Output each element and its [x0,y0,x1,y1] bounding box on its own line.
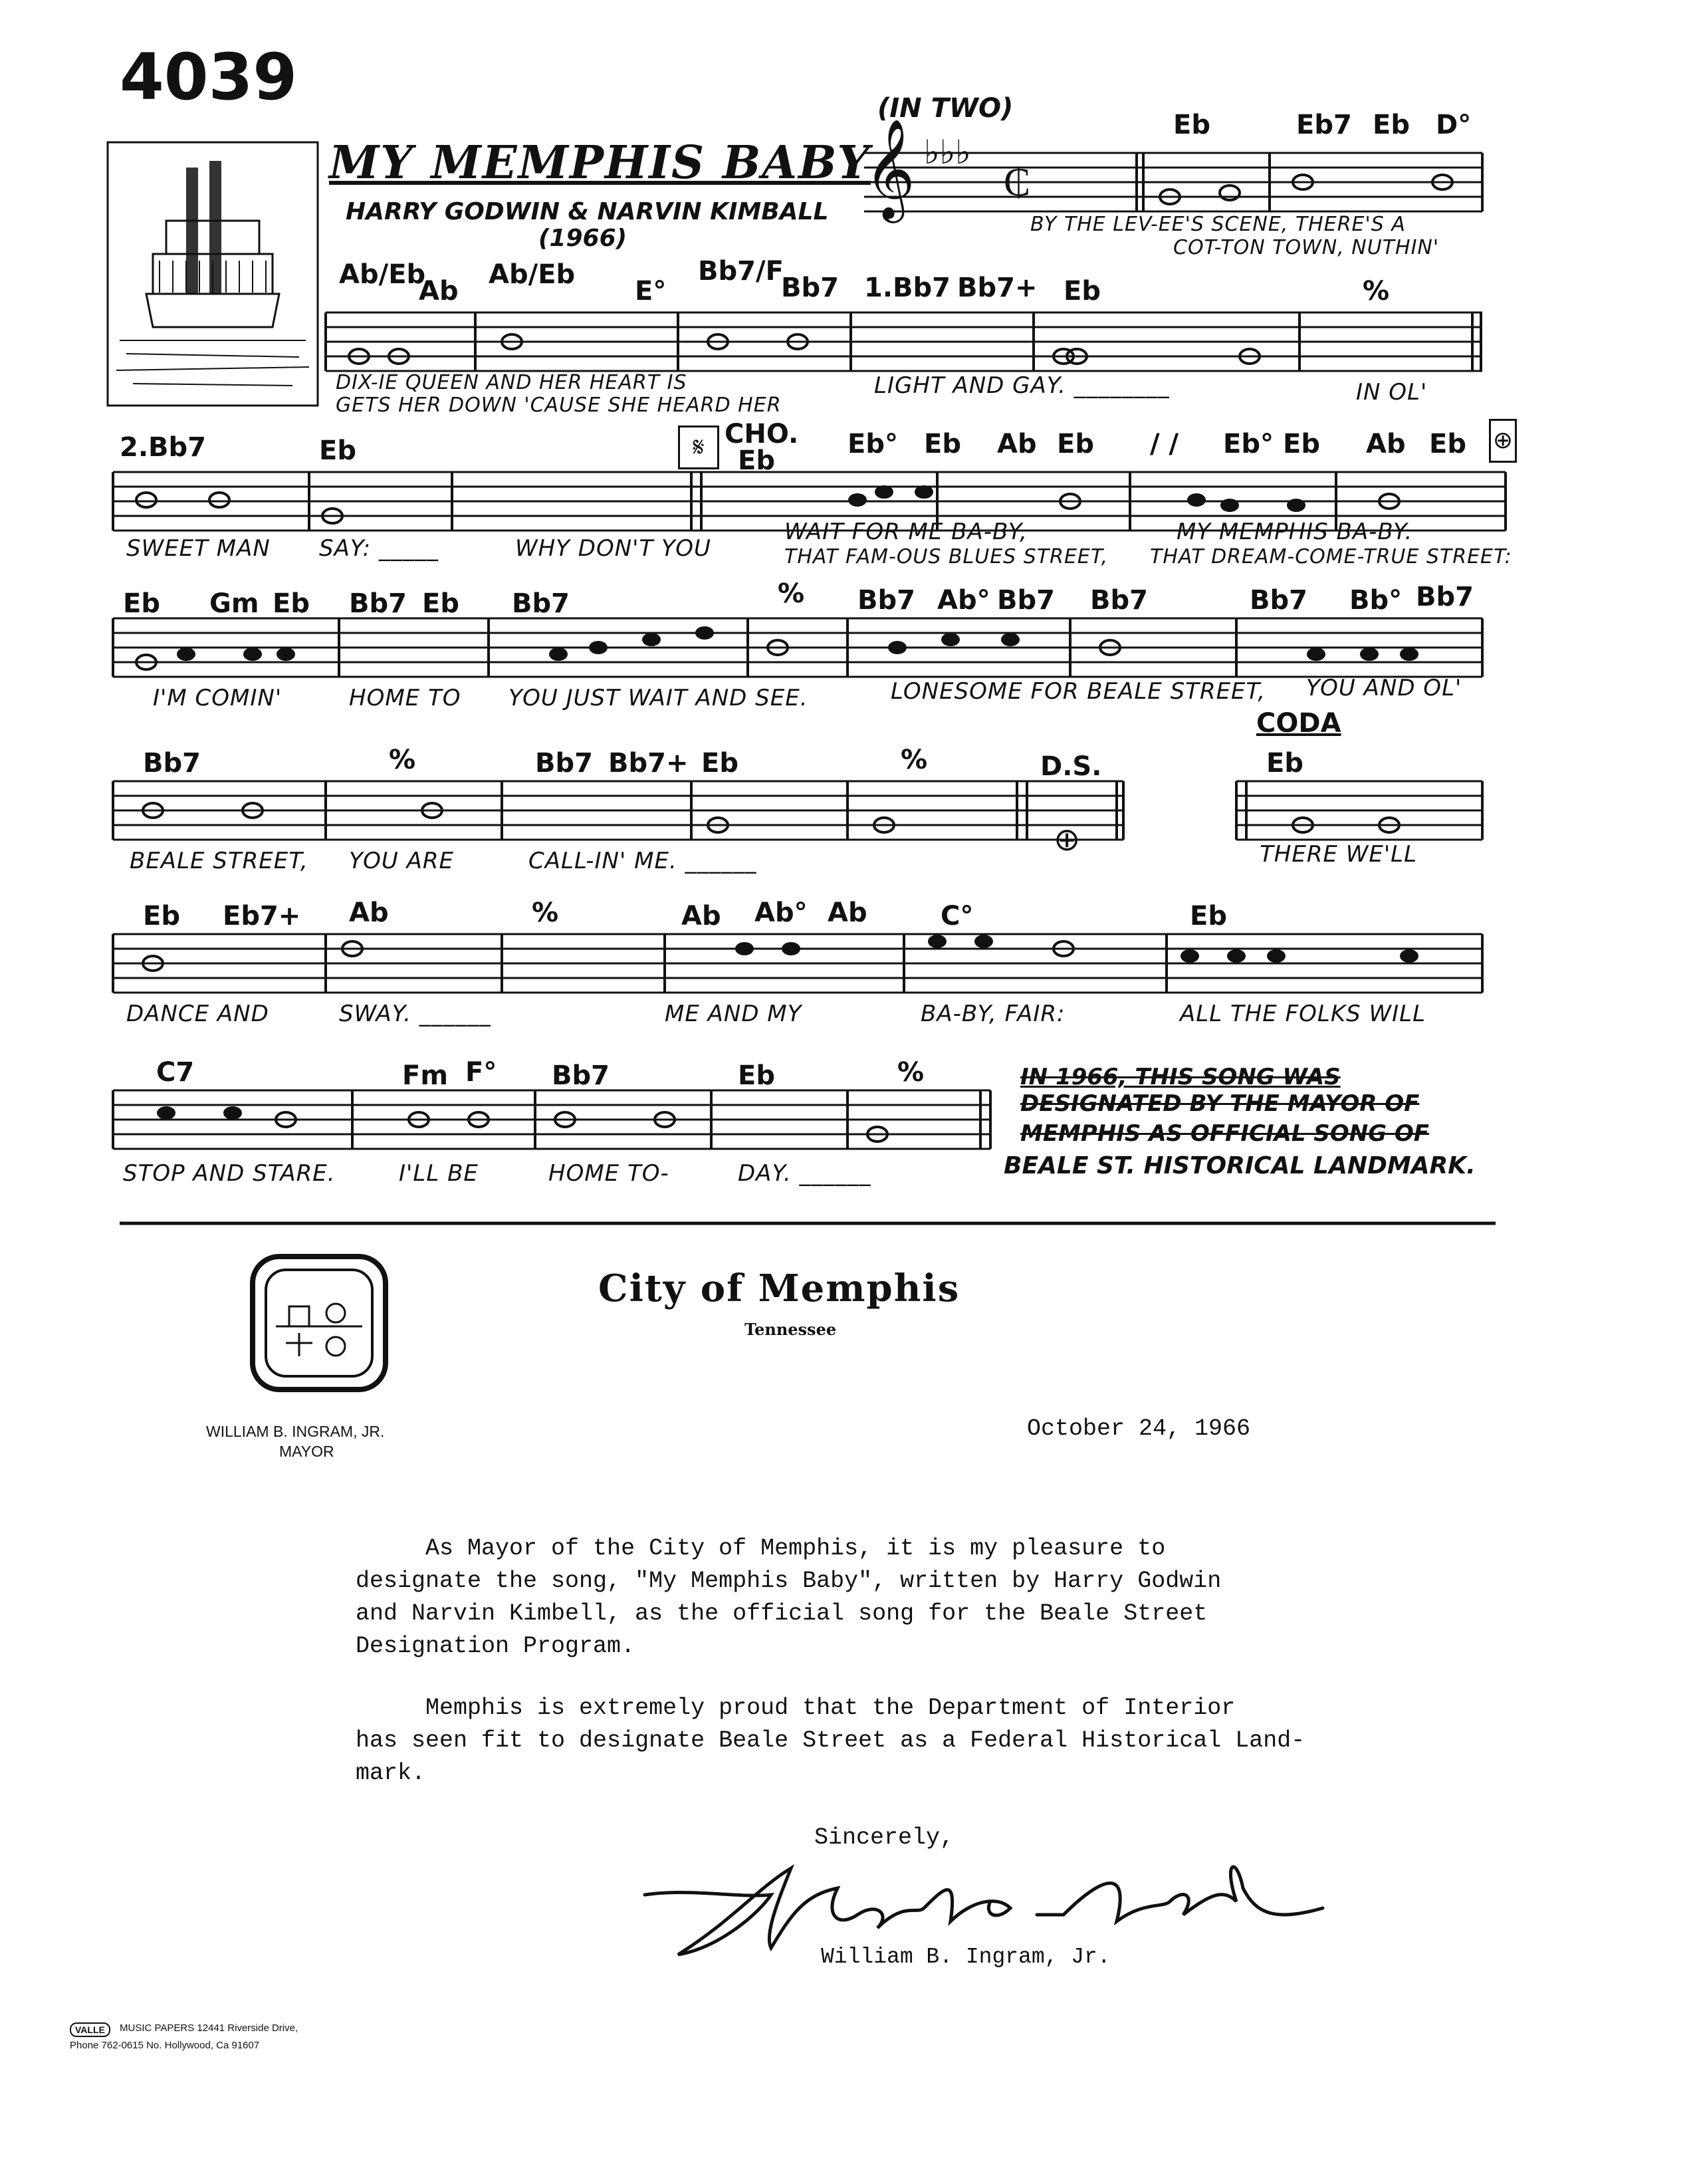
chord: Bb7 [1250,585,1307,616]
chord: Eb [738,445,775,476]
lyric: BY THE LEV-EE'S SCENE, THERE'S A [1030,213,1406,236]
chord: Bb7 [1090,585,1148,616]
note-line: MEMPHIS AS OFFICIAL SONG OF [1020,1120,1430,1147]
chord: Gm [209,588,259,619]
mayor-name: WILLIAM B. INGRAM, JR. [206,1423,385,1440]
chord: Eb [924,429,961,459]
mayor-title: MAYOR [279,1443,334,1460]
chord: % [1363,276,1390,306]
lyric: SWEET MAN [126,535,271,562]
chord: Ab° [937,585,990,616]
chord: % [778,578,805,609]
chord: D° [1436,110,1472,140]
lyric: CALL-IN' ME. ______ [528,848,757,874]
lyric: I'M COMIN' [153,685,282,711]
lyric: WHY DON'T YOU [515,535,711,562]
song-title: MY MEMPHIS BABY [329,136,871,189]
letter-line: As Mayor of the City of Memphis, it is my pleasure to [356,1535,1166,1562]
lyric: DANCE AND [126,1001,269,1027]
signer-name: William B. Ingram, Jr. [821,1945,1111,1969]
catalog-number: 4039 [120,40,298,114]
letter-line: Designation Program. [356,1633,635,1659]
note-line: DESIGNATED BY THE MAYOR OF [1020,1090,1420,1117]
chord: Bb7+ [608,748,689,779]
cut-time-icon: ₵ [1004,160,1031,204]
chord: Eb [422,588,459,619]
chord: Eb [1283,429,1320,459]
chord: / / [1150,429,1179,459]
chord: % [532,898,559,928]
chord: Eb7+ [223,901,301,931]
valle-logo: VALLE [70,2022,110,2037]
lyric: THAT FAM-OUS BLUES STREET, [784,545,1109,568]
chord: Ab/Eb [489,259,576,290]
footer-line: MUSIC PAPERS 12441 Riverside Drive, [120,2022,298,2034]
chord: Bb7 [857,585,915,616]
lyric: DAY. ______ [738,1160,871,1187]
lyric: IN OL' [1356,379,1428,406]
chord: D.S. [1040,751,1102,782]
chord: Bb7 [997,585,1055,616]
song-authors: HARRY GODWIN & NARVIN KIMBALL [346,198,829,225]
chord: Bb7 [143,748,201,779]
tempo-note: (IN TWO) [877,93,1014,124]
chord: Eb [319,435,356,466]
chord: Bb° [1349,585,1403,616]
chord: Bb7 [535,748,593,779]
coda-box-icon: ⊕ [1489,419,1517,463]
chord: Eb [1057,429,1094,459]
letter-line: mark. [356,1760,426,1786]
lyric: YOU AND OL' [1306,675,1462,701]
lyric: BEALE STREET, [130,848,308,874]
letter-closing: Sincerely, [814,1824,955,1851]
chord: Eb7 [1296,110,1352,140]
lyric: THAT DREAM-COME-TRUE STREET: [1150,545,1512,568]
chord: Eb [701,748,738,779]
lyric: BA-BY, FAIR: [921,1001,1066,1027]
chord: Eb [738,1060,775,1091]
chord: Eb [1373,110,1410,140]
key-signature-flats-icon: ♭♭♭ [924,134,971,171]
chord: F° [465,1057,497,1088]
chord: Eb° [1223,429,1274,459]
chord: Bb7+ [957,273,1038,303]
chord: Ab/Eb [339,259,426,290]
chord: Bb7 [781,273,839,303]
chord: Eb [1190,901,1227,931]
lyric: SAY: _____ [319,535,439,562]
chord: Bb7 [512,588,570,619]
chord: Bb7 [1416,582,1474,612]
lyric: ALL THE FOLKS WILL [1180,1001,1426,1027]
chord: Ab [828,898,867,928]
chord: Fm [402,1060,449,1091]
chord: Ab [349,898,389,928]
chord: 2.Bb7 [120,432,206,463]
lyric: SWAY. ______ [339,1001,491,1027]
chord: Eb [1429,429,1466,459]
coda-sign-icon: ⊕ [1054,821,1081,858]
chord: Eb [1064,276,1101,306]
chord: Bb7 [349,588,407,619]
lyric: DIX-IE QUEEN AND HER HEART IS [336,371,687,394]
chord: Eb° [847,429,898,459]
chord: Eb [143,901,180,931]
lyric: YOU JUST WAIT AND SEE. [508,685,808,711]
letter-line: and Narvin Kimbell, as the official song for the Beale Street [356,1600,1208,1627]
footer-line: Phone 762-0615 No. Hollywood, Ca 91607 [70,2040,260,2051]
lyric: HOME TO [349,685,461,711]
chord: Bb7 [552,1060,610,1091]
city-name: City of Memphis [598,1267,960,1310]
letter-line: designate the song, "My Memphis Baby", written by Harry Godwin [356,1568,1222,1594]
letter-date: October 24, 1966 [1027,1415,1251,1442]
chord: Ab° [754,898,808,928]
city-seal-icon [249,1253,389,1393]
chord: Bb7/F [698,256,784,287]
coda-label: CODA [1256,708,1341,739]
chord: Ab [681,901,721,931]
chord: C° [941,901,974,931]
chord: 1.Bb7 [864,273,951,303]
chord: CHO. [725,419,799,449]
state-name: Tennessee [744,1320,837,1339]
chord: Eb [273,588,310,619]
chord: Ab [419,276,459,306]
chord: Eb [1173,110,1210,140]
chord: % [389,745,416,775]
treble-clef-icon: 𝄞 [864,122,915,217]
chord: Ab [997,429,1037,459]
chord: C7 [156,1057,195,1088]
lyric: MY MEMPHIS BA-BY. [1177,519,1413,545]
chord: % [901,745,928,775]
lyric: STOP AND STARE. [123,1160,336,1187]
letter-line: has seen fit to designate Beale Street as a Federal Historical Land- [356,1727,1305,1754]
lyric: THERE WE'LL [1260,841,1418,868]
chord: Eb [1266,748,1303,779]
lyric: ME AND MY [665,1001,802,1027]
note-line: BEALE ST. HISTORICAL LANDMARK. [1004,1152,1476,1179]
lyric: LIGHT AND GAY. ________ [874,372,1170,399]
chord: Eb [123,588,160,619]
segno-box-icon: 𝄋 [678,425,719,469]
lyric: GETS HER DOWN 'CAUSE SHE HEARD HER [336,394,782,417]
chord: Ab [1366,429,1406,459]
lyric: LONESOME FOR BEALE STREET, [891,678,1266,705]
chord: E° [635,276,667,306]
song-year: (1966) [538,225,627,252]
chord: % [897,1057,925,1088]
lyric: I'LL BE [399,1160,479,1187]
lyric: YOU ARE [349,848,454,874]
lyric: WAIT FOR ME BA-BY, [784,519,1028,545]
lyric: COT-TON TOWN, NUTHIN' [1173,236,1440,259]
lyric: HOME TO- [548,1160,669,1187]
note-line: IN 1966, THIS SONG WAS [1020,1064,1341,1090]
letter-line: Memphis is extremely proud that the Department of Interior [356,1695,1236,1721]
